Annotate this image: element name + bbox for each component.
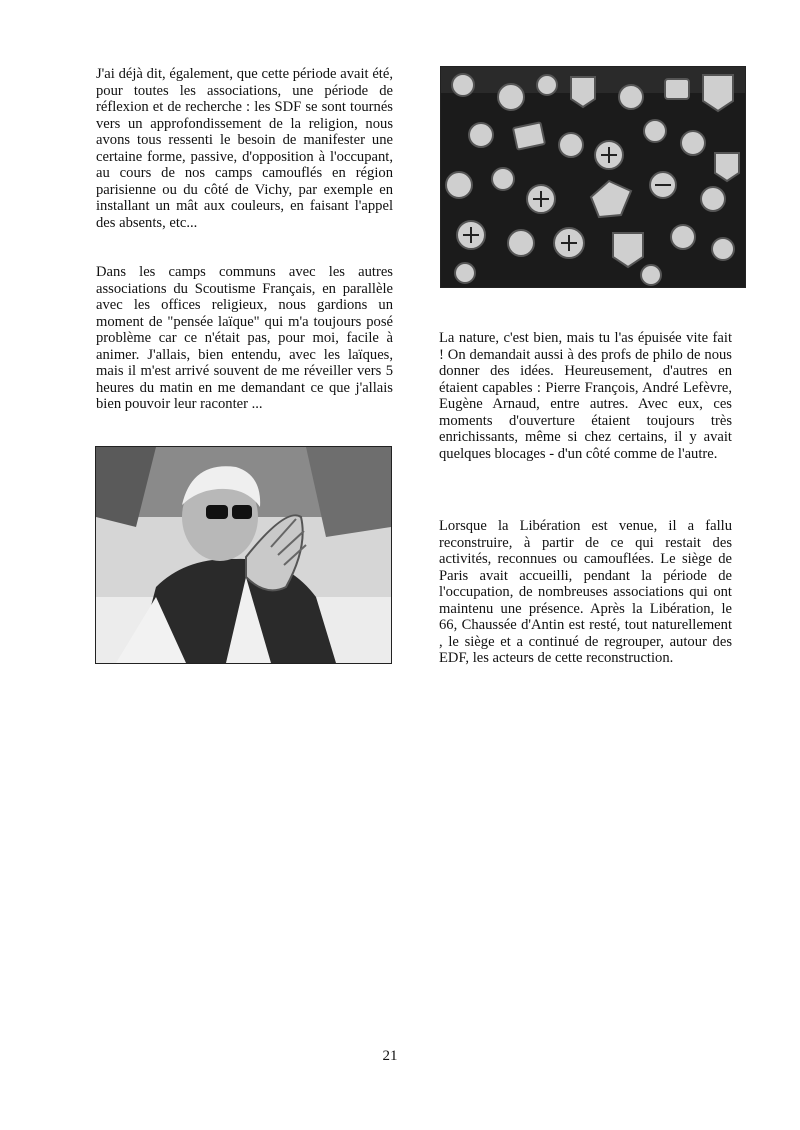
paragraph-wartime-reflection: J'ai déjà dit, également, que cette période avait été, pour toutes les associations, une période de réflexion et de recherche : les SDF se sont tournés vers un approfondissement de la religion, nous avons tous ressenti le besoin de manifester une certaine forme, passive, d'opposition à l'occupant, au cours de nos camps camouflés en région parisienne ou du côté de Vichy, par exemple en installant un mât aux couleurs, en faisant l'appel des absents, etc...	[96, 66, 393, 231]
page-number: 21	[382, 1048, 398, 1064]
badges-image-graphic	[441, 67, 745, 287]
man-portrait-graphic	[96, 447, 391, 663]
photo-elderly-man	[95, 446, 392, 664]
photo-scout-badges	[440, 66, 746, 288]
paragraph-liberation: Lorsque la Libération est venue, il a fallu reconstruire, à partir de ce qui restait des activités, reconnues ou camouflées. Le siège de Paris avait accueilli, pendant la période de l'occupation, de nombreuses associations qui ont maintenu une présence. Après la Libération, le 66, Chaussée d'Antin est resté, tout naturellement , le siège et a continué de regrouper, autour des EDF, les acteurs de cette reconstruction.	[439, 518, 732, 666]
paragraph-nature-philosophy: La nature, c'est bien, mais tu l'as épuisée vite fait ! On demandait aussi à des profs de philo de nous donner des idées. Heureusement, d'autres en étaient capables : Pierre François, André Lefèvre, Eugène Arnaud, entre autres. Avec eux, ces moments d'ouverture étaient toujours très enrichissants, même si chez certains, il y avait quelques blocages - d'un côté comme de l'autre.	[439, 330, 732, 462]
paragraph-common-camps: Dans les camps communs avec les autres associations du Scoutisme Français, en parallèle avec les offices religieux, nous gardions un moment de "pensée laïque" qui m'a toujours posé problème car ce n'était pas, pour moi, facile à animer. J'allais, bien entendu, avec les laïques, mais il m'est arrivé souvent de me réveiller vers 5 heures du matin en me demandant ce que j'allais bien pouvoir leur raconter ...	[96, 264, 393, 412]
